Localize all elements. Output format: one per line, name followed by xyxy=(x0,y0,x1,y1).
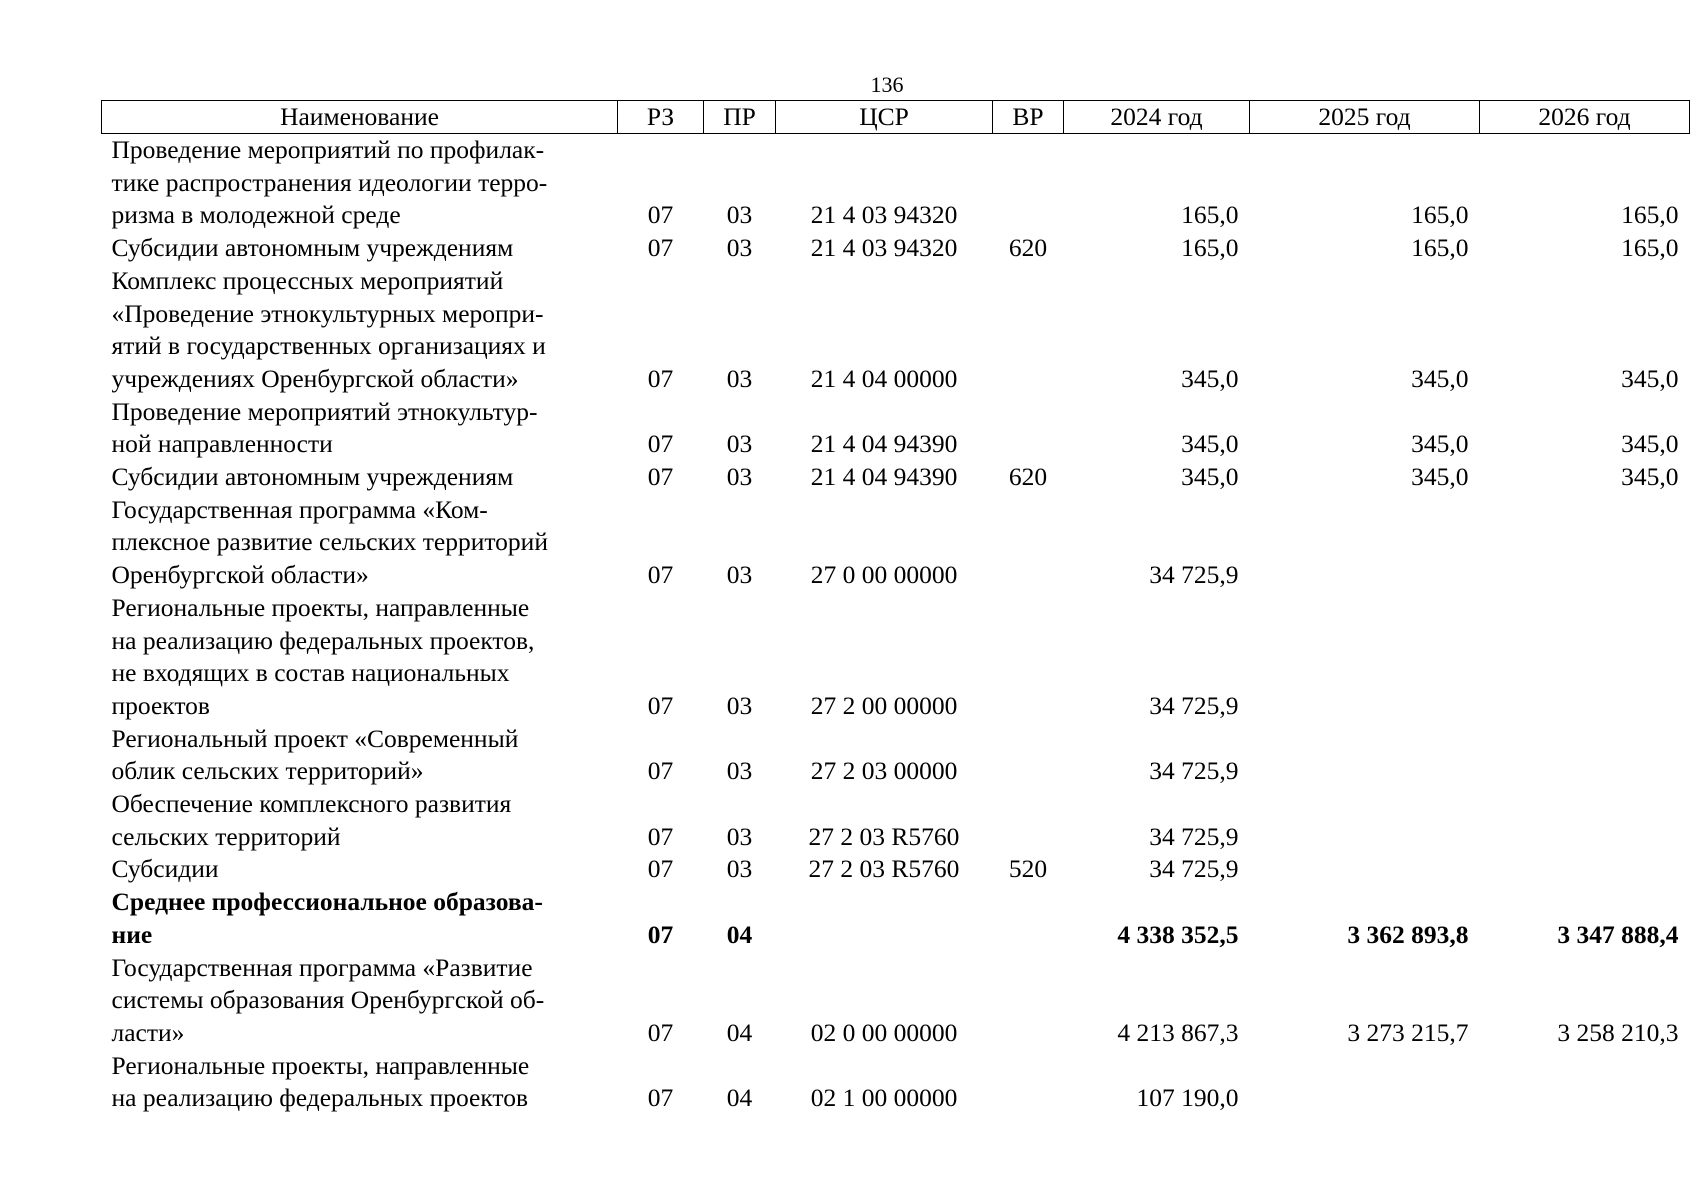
cell-rz: 07 xyxy=(647,429,674,459)
cell-csr xyxy=(776,886,993,951)
cell-rz: 07 xyxy=(647,756,674,786)
cell-2025: 345,0 xyxy=(1411,363,1469,393)
table-row xyxy=(102,461,1690,494)
cell-csr: 21 4 03 94320 xyxy=(810,200,958,230)
cell-name: Субсидии xyxy=(111,854,219,884)
cell-2026: 3 347 888,4 xyxy=(1557,919,1679,949)
cell-pr: 03 xyxy=(726,854,753,884)
cell-pr: 03 xyxy=(726,363,753,393)
cell-csr: 21 4 04 94390 xyxy=(810,462,958,492)
cell-name: Субсидии автономным учреждениям xyxy=(111,462,514,492)
header-name: Наименование xyxy=(102,101,618,134)
cell-2024: 4 338 352,5 xyxy=(1117,919,1239,949)
table-row xyxy=(102,952,1690,1050)
cell-name: Проведение мероприятий этнокультур- ной направленности xyxy=(111,396,538,459)
cell-2024: 34 725,9 xyxy=(1149,560,1239,590)
cell-csr: 02 1 00 00000 xyxy=(810,1083,958,1113)
cell-2025: 345,0 xyxy=(1411,462,1469,492)
cell-pr: 03 xyxy=(726,200,753,230)
cell-vr xyxy=(993,1050,1064,1115)
cell-pr: 04 xyxy=(726,1083,753,1113)
cell-rz: 07 xyxy=(647,919,674,949)
table-row xyxy=(102,853,1690,886)
cell-2026: 165,0 xyxy=(1621,200,1679,230)
cell-2026 xyxy=(1480,1050,1690,1115)
cell-vr: 620 xyxy=(1008,233,1048,263)
cell-2026 xyxy=(1480,788,1690,853)
cell-name: Государственная программа «Ком- плексное развитие сельских территорий Оренбургской области» xyxy=(111,494,548,590)
cell-csr: 27 2 03 R5760 xyxy=(808,821,960,851)
cell-2025: 165,0 xyxy=(1411,200,1469,230)
header-2026: 2026 год xyxy=(1480,101,1690,134)
cell-vr xyxy=(993,134,1064,233)
cell-vr xyxy=(993,396,1064,461)
cell-2026: 165,0 xyxy=(1621,233,1679,263)
cell-csr: 27 2 03 R5760 xyxy=(808,854,960,884)
cell-rz: 07 xyxy=(647,233,674,263)
cell-csr: 21 4 04 00000 xyxy=(810,363,958,393)
page-number: 136 xyxy=(870,72,904,97)
cell-2024: 107 190,0 xyxy=(1136,1083,1239,1113)
cell-2024: 345,0 xyxy=(1181,363,1239,393)
cell-csr: 27 2 00 00000 xyxy=(810,690,958,720)
cell-vr xyxy=(993,788,1064,853)
cell-rz: 07 xyxy=(647,560,674,590)
cell-pr: 03 xyxy=(726,462,753,492)
cell-csr: 27 0 00 00000 xyxy=(810,560,958,590)
cell-name: Региональные проекты, направленные на реализацию федеральных проектов xyxy=(111,1050,530,1113)
cell-2025 xyxy=(1250,788,1480,853)
cell-vr xyxy=(993,952,1064,1050)
cell-2024: 34 725,9 xyxy=(1149,821,1239,851)
table-row xyxy=(102,723,1690,788)
cell-pr: 03 xyxy=(726,756,753,786)
cell-name: Среднее профессиональное образова- ние xyxy=(111,887,543,949)
header-csr: ЦСР xyxy=(776,101,993,134)
cell-vr xyxy=(993,886,1064,951)
cell-2026: 345,0 xyxy=(1621,363,1679,393)
cell-2026 xyxy=(1480,494,1690,592)
cell-2024: 34 725,9 xyxy=(1149,854,1239,884)
cell-rz: 07 xyxy=(647,821,674,851)
table-row xyxy=(102,1050,1690,1115)
table-row xyxy=(102,134,1690,233)
cell-2024: 345,0 xyxy=(1181,429,1239,459)
cell-2026 xyxy=(1480,723,1690,788)
cell-pr: 04 xyxy=(726,919,753,949)
cell-2024: 4 213 867,3 xyxy=(1117,1017,1239,1047)
cell-2026: 3 258 210,3 xyxy=(1557,1017,1679,1047)
header-pr: ПР xyxy=(704,101,776,134)
table-body xyxy=(102,134,1690,1116)
cell-2024: 345,0 xyxy=(1181,462,1239,492)
table-row xyxy=(102,232,1690,265)
table-header-row xyxy=(102,101,1690,134)
table-row xyxy=(102,494,1690,592)
header-rz: РЗ xyxy=(618,101,704,134)
cell-csr: 21 4 04 94390 xyxy=(810,429,958,459)
cell-pr: 03 xyxy=(726,429,753,459)
cell-pr: 03 xyxy=(726,821,753,851)
table-row xyxy=(102,265,1690,396)
table-row xyxy=(102,396,1690,461)
cell-2025 xyxy=(1250,723,1480,788)
cell-pr: 03 xyxy=(726,233,753,263)
cell-pr: 04 xyxy=(726,1017,753,1047)
cell-name: Государственная программа «Развитие системы образования Оренбургской об- ласти» xyxy=(111,952,545,1047)
cell-vr: 620 xyxy=(1008,462,1048,492)
table-row xyxy=(102,592,1690,723)
cell-2025: 345,0 xyxy=(1411,429,1469,459)
cell-rz: 07 xyxy=(647,690,674,720)
cell-2025: 3 362 893,8 xyxy=(1347,919,1469,949)
cell-vr: 520 xyxy=(1008,854,1048,884)
cell-vr xyxy=(993,265,1064,396)
header-vr: ВР xyxy=(993,101,1064,134)
cell-pr: 03 xyxy=(726,560,753,590)
cell-2026: 345,0 xyxy=(1621,429,1679,459)
cell-name: Обеспечение комплексного развития сельских территорий xyxy=(111,789,512,851)
cell-rz: 07 xyxy=(647,200,674,230)
cell-2024: 165,0 xyxy=(1181,200,1239,230)
cell-rz: 07 xyxy=(647,854,674,884)
cell-name: Региональные проекты, направленные на реализацию федеральных проектов, не входящих в состав национальных проектов xyxy=(111,592,535,720)
cell-2025 xyxy=(1250,592,1480,723)
cell-2025 xyxy=(1250,853,1480,886)
cell-csr: 21 4 03 94320 xyxy=(810,233,958,263)
cell-name: Проведение мероприятий по профилак- тике распространения идеологии терро- ризма в молодежной среде xyxy=(111,135,548,230)
cell-rz: 07 xyxy=(647,1083,674,1113)
cell-2024: 165,0 xyxy=(1181,233,1239,263)
cell-2025: 165,0 xyxy=(1411,233,1469,263)
cell-2025 xyxy=(1250,494,1480,592)
cell-rz: 07 xyxy=(647,1017,674,1047)
cell-2026: 345,0 xyxy=(1621,462,1679,492)
cell-name: Комплекс процессных мероприятий «Проведение этнокультурных меропри- ятий в государственных организациях и учреждениях Оренбургской области» xyxy=(111,265,546,393)
cell-vr xyxy=(993,723,1064,788)
cell-2026 xyxy=(1480,853,1690,886)
cell-2026 xyxy=(1480,592,1690,723)
cell-2025 xyxy=(1250,1050,1480,1115)
cell-name: Субсидии автономным учреждениям xyxy=(111,233,514,263)
budget-table xyxy=(101,100,1690,1115)
table-row xyxy=(102,886,1690,951)
cell-vr xyxy=(993,494,1064,592)
cell-rz: 07 xyxy=(647,363,674,393)
table-row xyxy=(102,788,1690,853)
cell-rz: 07 xyxy=(647,462,674,492)
cell-name: Региональный проект «Современный облик сельских территорий» xyxy=(111,723,519,786)
header-2024: 2024 год xyxy=(1064,101,1250,134)
cell-2024: 34 725,9 xyxy=(1149,690,1239,720)
cell-csr: 02 0 00 00000 xyxy=(810,1017,958,1047)
cell-csr: 27 2 03 00000 xyxy=(810,756,958,786)
cell-2025: 3 273 215,7 xyxy=(1347,1017,1469,1047)
header-2025: 2025 год xyxy=(1250,101,1480,134)
cell-2024: 34 725,9 xyxy=(1149,756,1239,786)
cell-pr: 03 xyxy=(726,690,753,720)
cell-vr xyxy=(993,592,1064,723)
